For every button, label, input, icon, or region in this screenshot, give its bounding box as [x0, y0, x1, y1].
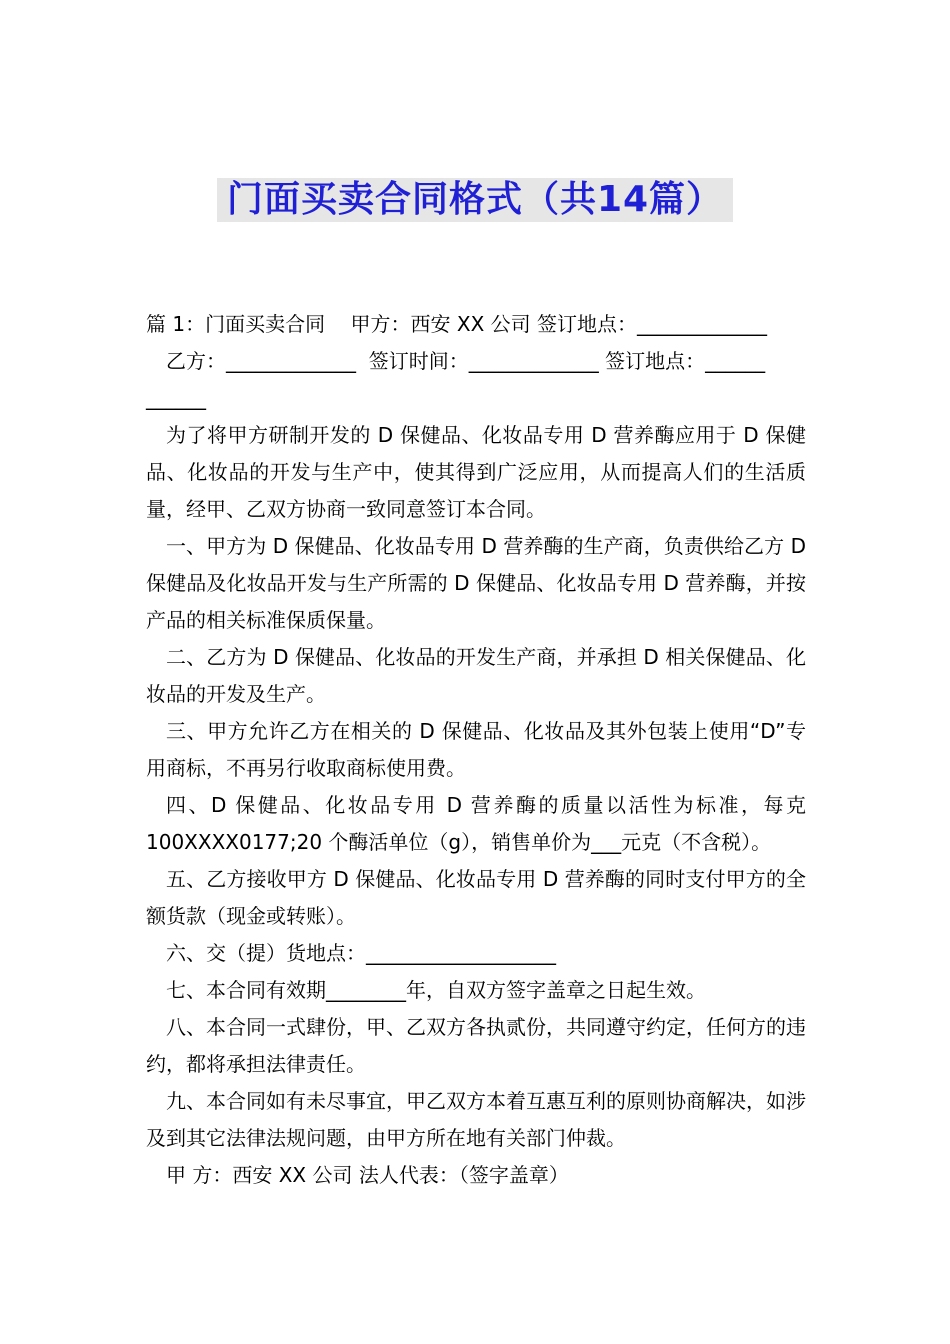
- paragraph-clause-7: 七、本合同有效期________年，自双方签字盖章之日起生效。: [166, 978, 706, 1002]
- paragraph-clause-9: 九、本合同如有未尽事宜，甲乙双方本着互惠互利的原则协商解决，如涉及到其它法律法规问题，由甲方所在地有关部门仲裁。: [146, 1089, 806, 1150]
- paragraph-clause-5: 五、乙方接收甲方 D 保健品、化妆品专用 D 营养酶的同时支付甲方的全额货款（现金或转账）。: [146, 867, 806, 928]
- paragraph-clause-2: 二、乙方为 D 保健品、化妆品的开发生产商，并承担 D 相关保健品、化妆品的开发及生产。: [146, 645, 806, 706]
- title-container: [0, 178, 950, 222]
- paragraph-clause-3: 三、甲方允许乙方在相关的 D 保健品、化妆品及其外包装上使用“D”专用商标，不再另行收取商标使用费。: [146, 719, 806, 780]
- header-line-2: 乙方：_____________ 签订时间：_____________ 签订地点：______: [166, 349, 766, 373]
- document-body: [146, 306, 806, 1194]
- paragraph-clause-1: 一、甲方为 D 保健品、化妆品专用 D 营养酶的生产商，负责供给乙方 D 保健品及化妆品开发与生产所需的 D 保健品、化妆品专用 D 营养酶，并按产品的相关标准保质保量。: [146, 534, 806, 632]
- header-line-3: ______: [146, 386, 206, 410]
- page-title: 门面买卖合同格式（共14篇）: [217, 178, 733, 222]
- paragraph-clause-4: 四、D 保健品、化妆品专用 D 营养酶的质量以活性为标准，每克 100XXXX0177;20 个酶活单位（g），销售单价为___元克（不含税）。: [146, 793, 806, 854]
- paragraph-clause-8: 八、本合同一式肆份，甲、乙双方各执贰份，共同遵守约定，任何方的违约，都将承担法律责任。: [146, 1015, 806, 1076]
- paragraph-intro: 为了将甲方研制开发的 D 保健品、化妆品专用 D 营养酶应用于 D 保健品、化妆品的开发与生产中，使其得到广泛应用，从而提高人们的生活质量，经甲、乙双方协商一致同意签订本合同。: [146, 423, 806, 521]
- header-line-1: 篇 1：门面买卖合同 甲方：西安 XX 公司 签订地点：_____________: [146, 312, 767, 336]
- signature-line: 甲 方：西安 XX 公司 法人代表：（签字盖章）: [166, 1163, 569, 1187]
- paragraph-clause-6: 六、交（提）货地点：___________________: [166, 941, 556, 965]
